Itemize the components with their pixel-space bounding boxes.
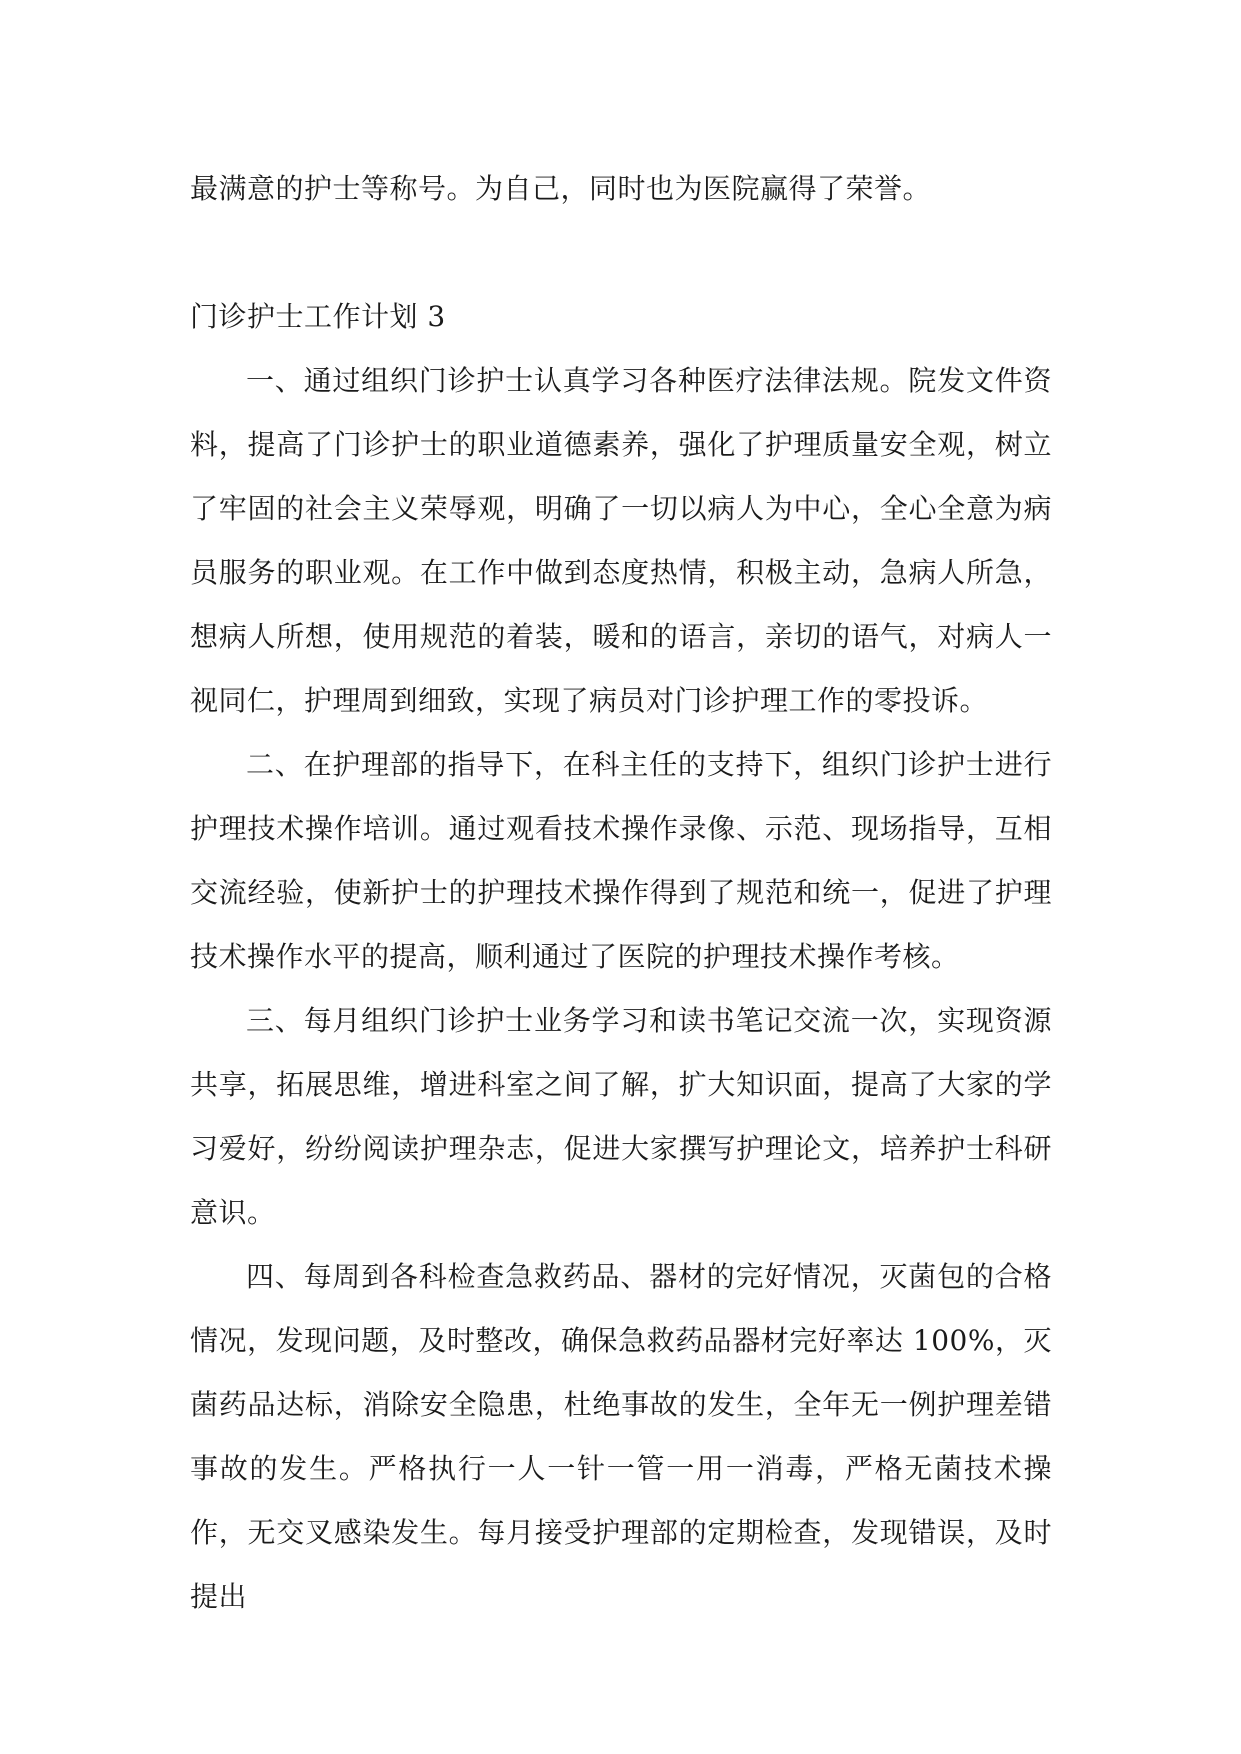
section-title: 门诊护士工作计划 3 <box>190 300 446 333</box>
paragraph-4: 四、每周到各科检查急救药品、器材的完好情况，灭菌包的合格情况，发现问题，及时整改，确保急救药品器材完好率达 100%，灭菌药品达标，消除安全隐患，杜绝事故的发生，全年无一例护理差错事故的发生。严格执行一人一针一管一用一消毒，严格无菌技术操作，无交叉感染发生。每月接受护理部的定期检查，发现错误，及时提出 <box>190 1260 1052 1613</box>
paragraph-2: 二、在护理部的指导下，在科主任的支持下，组织门诊护士进行护理技术操作培训。通过观看技术操作录像、示范、现场指导，互相交流经验，使新护士的护理技术操作得到了规范和统一，促进了护理技术操作水平的提高，顺利通过了医院的护理技术操作考核。 <box>190 748 1052 973</box>
paragraph-3: 三、每月组织门诊护士业务学习和读书笔记交流一次，实现资源共享，拓展思维，增进科室之间了解，扩大知识面，提高了大家的学习爱好，纷纷阅读护理杂志，促进大家撰写护理论文，培养护士科研意识。 <box>190 1004 1052 1229</box>
document-body <box>190 157 1052 1629</box>
paragraph-1: 一、通过组织门诊护士认真学习各种医疗法律法规。院发文件资料，提高了门诊护士的职业道德素养，强化了护理质量安全观，树立了牢固的社会主义荣辱观，明确了一切以病人为中心，全心全意为病员服务的职业观。在工作中做到态度热情，积极主动，急病人所急，想病人所想，使用规范的着装，暖和的语言，亲切的语气，对病人一视同仁，护理周到细致，实现了病员对门诊护理工作的零投诉。 <box>190 364 1052 717</box>
continuation-text: 最满意的护士等称号。为自己，同时也为医院赢得了荣誉。 <box>190 172 932 205</box>
